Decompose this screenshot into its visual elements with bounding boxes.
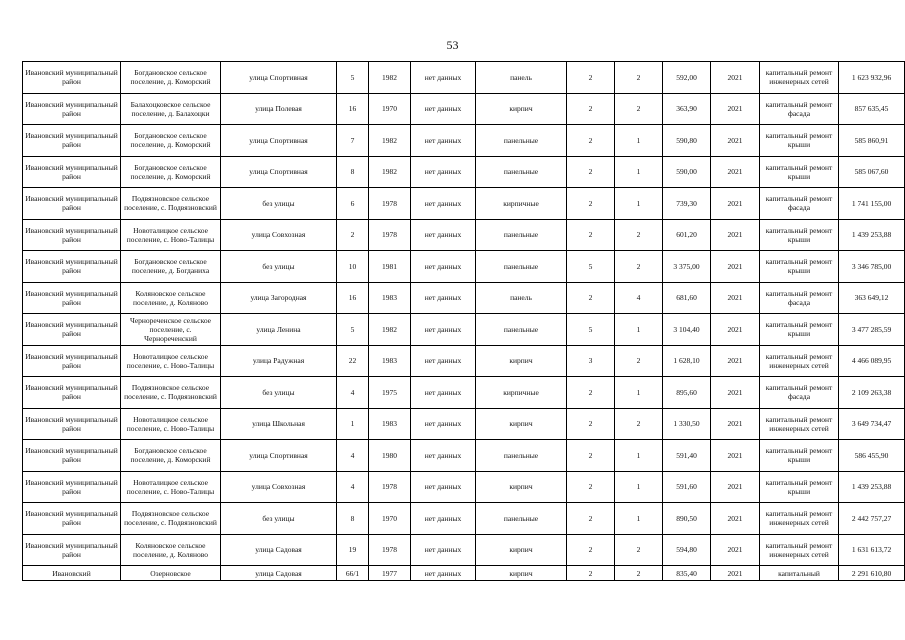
floors-cell: 2 [567, 566, 615, 581]
street-cell: улица Садовая [221, 534, 337, 566]
area-cell: 363,90 [663, 93, 711, 125]
repair-type-cell: капитальный ремонт инженерных сетей [760, 503, 839, 535]
district-cell: Ивановский муниципальный район [23, 345, 121, 377]
settlement-cell: Богдановское сельское поселение, д. Коморский [121, 125, 221, 157]
repair-type-cell: капитальный ремонт инженерных сетей [760, 345, 839, 377]
district-cell: Ивановский муниципальный район [23, 62, 121, 94]
table-row [23, 282, 905, 314]
house-number-cell: 22 [337, 345, 369, 377]
district-cell: Ивановский муниципальный район [23, 440, 121, 472]
repair-type-cell: капитальный ремонт крыши [760, 314, 839, 346]
table-row [23, 125, 905, 157]
material-cell: кирпич [476, 534, 567, 566]
floors-cell: 2 [567, 156, 615, 188]
settlement-cell: Коляновское сельское поселение, д. Коляново [121, 534, 221, 566]
house-number-cell: 8 [337, 503, 369, 535]
street-cell: улица Спортивная [221, 156, 337, 188]
street-cell: без улицы [221, 377, 337, 409]
settlement-cell: Богдановское сельское поселение, д. Коморский [121, 156, 221, 188]
status-cell: нет данных [411, 534, 476, 566]
table-row [23, 251, 905, 283]
street-cell: без улицы [221, 251, 337, 283]
settlement-cell: Богдановское сельское поселение, д. Богданиха [121, 251, 221, 283]
status-cell: нет данных [411, 377, 476, 409]
table-row [23, 566, 905, 581]
entrances-cell: 2 [615, 62, 663, 94]
area-cell: 3 104,40 [663, 314, 711, 346]
settlement-cell: Коляновское сельское поселение, д. Коляново [121, 282, 221, 314]
status-cell: нет данных [411, 62, 476, 94]
house-number-cell: 2 [337, 219, 369, 251]
plan-year-cell: 2021 [711, 125, 760, 157]
district-cell: Ивановский муниципальный район [23, 156, 121, 188]
area-cell: 590,80 [663, 125, 711, 157]
plan-year-cell: 2021 [711, 566, 760, 581]
year-cell: 1983 [369, 345, 411, 377]
house-number-cell: 1 [337, 408, 369, 440]
street-cell: улица Ленина [221, 314, 337, 346]
plan-year-cell: 2021 [711, 408, 760, 440]
settlement-cell: Подвязновское сельское поселение, с. Подвязновский [121, 188, 221, 220]
entrances-cell: 2 [615, 219, 663, 251]
entrances-cell: 2 [615, 408, 663, 440]
repair-type-cell: капитальный ремонт инженерных сетей [760, 534, 839, 566]
table-row [23, 408, 905, 440]
district-cell: Ивановский муниципальный район [23, 93, 121, 125]
status-cell: нет данных [411, 314, 476, 346]
floors-cell: 2 [567, 188, 615, 220]
entrances-cell: 1 [615, 188, 663, 220]
cost-cell: 857 635,45 [839, 93, 905, 125]
house-number-cell: 16 [337, 282, 369, 314]
area-cell: 591,60 [663, 471, 711, 503]
year-cell: 1981 [369, 251, 411, 283]
house-number-cell: 10 [337, 251, 369, 283]
material-cell: кирпичные [476, 188, 567, 220]
area-cell: 601,20 [663, 219, 711, 251]
status-cell: нет данных [411, 282, 476, 314]
table-row [23, 503, 905, 535]
year-cell: 1982 [369, 125, 411, 157]
plan-year-cell: 2021 [711, 534, 760, 566]
cost-cell: 2 109 263,38 [839, 377, 905, 409]
district-cell: Ивановский муниципальный район [23, 125, 121, 157]
repair-type-cell: капитальный ремонт крыши [760, 471, 839, 503]
repair-type-cell: капитальный [760, 566, 839, 581]
cost-cell: 3 477 285,59 [839, 314, 905, 346]
plan-year-cell: 2021 [711, 314, 760, 346]
district-cell: Ивановский муниципальный район [23, 219, 121, 251]
repair-type-cell: капитальный ремонт инженерных сетей [760, 408, 839, 440]
repair-type-cell: капитальный ремонт крыши [760, 251, 839, 283]
table-row [23, 534, 905, 566]
material-cell: кирпичные [476, 377, 567, 409]
status-cell: нет данных [411, 156, 476, 188]
house-number-cell: 8 [337, 156, 369, 188]
entrances-cell: 2 [615, 345, 663, 377]
table-row [23, 188, 905, 220]
cost-cell: 585 067,60 [839, 156, 905, 188]
year-cell: 1982 [369, 156, 411, 188]
district-cell: Ивановский муниципальный район [23, 534, 121, 566]
table-row [23, 62, 905, 94]
plan-year-cell: 2021 [711, 251, 760, 283]
year-cell: 1982 [369, 62, 411, 94]
repair-type-cell: капитальный ремонт инженерных сетей [760, 62, 839, 94]
street-cell: улица Спортивная [221, 125, 337, 157]
material-cell: кирпич [476, 471, 567, 503]
table-row [23, 471, 905, 503]
entrances-cell: 2 [615, 251, 663, 283]
settlement-cell: Подвязновское сельское поселение, с. Подвязновский [121, 377, 221, 409]
house-number-cell: 4 [337, 471, 369, 503]
repair-type-cell: капитальный ремонт фасада [760, 377, 839, 409]
area-cell: 681,60 [663, 282, 711, 314]
material-cell: кирпич [476, 345, 567, 377]
house-number-cell: 4 [337, 440, 369, 472]
area-cell: 3 375,00 [663, 251, 711, 283]
district-cell: Ивановский [23, 566, 121, 581]
district-cell: Ивановский муниципальный район [23, 188, 121, 220]
area-cell: 590,00 [663, 156, 711, 188]
material-cell: панельные [476, 440, 567, 472]
house-number-cell: 4 [337, 377, 369, 409]
plan-year-cell: 2021 [711, 471, 760, 503]
area-cell: 739,30 [663, 188, 711, 220]
cost-cell: 1 439 253,88 [839, 219, 905, 251]
plan-year-cell: 2021 [711, 282, 760, 314]
entrances-cell: 1 [615, 125, 663, 157]
entrances-cell: 2 [615, 534, 663, 566]
settlement-cell: Новоталицкое сельское поселение, с. Ново-Талицы [121, 408, 221, 440]
district-cell: Ивановский муниципальный район [23, 251, 121, 283]
entrances-cell: 1 [615, 440, 663, 472]
settlement-cell: Озерновское [121, 566, 221, 581]
repair-type-cell: капитальный ремонт фасада [760, 188, 839, 220]
settlement-cell: Новоталицкое сельское поселение, с. Ново-Талицы [121, 471, 221, 503]
floors-cell: 2 [567, 503, 615, 535]
entrances-cell: 2 [615, 93, 663, 125]
street-cell: улица Полевая [221, 93, 337, 125]
street-cell: без улицы [221, 503, 337, 535]
floors-cell: 2 [567, 93, 615, 125]
material-cell: кирпич [476, 93, 567, 125]
street-cell: улица Загородная [221, 282, 337, 314]
floors-cell: 5 [567, 251, 615, 283]
plan-year-cell: 2021 [711, 93, 760, 125]
area-cell: 594,80 [663, 534, 711, 566]
repair-type-cell: капитальный ремонт крыши [760, 156, 839, 188]
house-number-cell: 16 [337, 93, 369, 125]
material-cell: панельные [476, 125, 567, 157]
area-cell: 890,50 [663, 503, 711, 535]
cost-cell: 3 649 734,47 [839, 408, 905, 440]
house-number-cell: 7 [337, 125, 369, 157]
cost-cell: 3 346 785,00 [839, 251, 905, 283]
year-cell: 1980 [369, 440, 411, 472]
year-cell: 1977 [369, 566, 411, 581]
year-cell: 1978 [369, 534, 411, 566]
year-cell: 1983 [369, 282, 411, 314]
cost-cell: 363 649,12 [839, 282, 905, 314]
street-cell: улица Школьная [221, 408, 337, 440]
house-number-cell: 5 [337, 62, 369, 94]
settlement-cell: Новоталицкое сельское поселение, с. Ново-Талицы [121, 345, 221, 377]
status-cell: нет данных [411, 93, 476, 125]
year-cell: 1975 [369, 377, 411, 409]
table-row [23, 377, 905, 409]
entrances-cell: 4 [615, 282, 663, 314]
street-cell: без улицы [221, 188, 337, 220]
street-cell: улица Спортивная [221, 62, 337, 94]
cost-cell: 585 860,91 [839, 125, 905, 157]
plan-year-cell: 2021 [711, 219, 760, 251]
plan-year-cell: 2021 [711, 377, 760, 409]
year-cell: 1982 [369, 314, 411, 346]
table-row [23, 93, 905, 125]
street-cell: улица Совхозная [221, 219, 337, 251]
entrances-cell: 2 [615, 566, 663, 581]
house-number-cell: 6 [337, 188, 369, 220]
table-row [23, 156, 905, 188]
cost-cell: 2 442 757,27 [839, 503, 905, 535]
entrances-cell: 1 [615, 503, 663, 535]
year-cell: 1978 [369, 471, 411, 503]
material-cell: панель [476, 282, 567, 314]
status-cell: нет данных [411, 471, 476, 503]
repair-type-cell: капитальный ремонт фасада [760, 93, 839, 125]
repair-type-cell: капитальный ремонт фасада [760, 282, 839, 314]
year-cell: 1970 [369, 503, 411, 535]
floors-cell: 2 [567, 440, 615, 472]
status-cell: нет данных [411, 251, 476, 283]
street-cell: улица Совхозная [221, 471, 337, 503]
material-cell: панель [476, 62, 567, 94]
material-cell: панельные [476, 314, 567, 346]
cost-cell: 586 455,90 [839, 440, 905, 472]
floors-cell: 2 [567, 377, 615, 409]
district-cell: Ивановский муниципальный район [23, 471, 121, 503]
repair-type-cell: капитальный ремонт крыши [760, 219, 839, 251]
year-cell: 1970 [369, 93, 411, 125]
plan-year-cell: 2021 [711, 503, 760, 535]
entrances-cell: 1 [615, 156, 663, 188]
settlement-cell: Подвязновское сельское поселение, с. Подвязновский [121, 503, 221, 535]
house-number-cell: 5 [337, 314, 369, 346]
cost-cell: 1 631 613,72 [839, 534, 905, 566]
street-cell: улица Садовая [221, 566, 337, 581]
material-cell: панельные [476, 156, 567, 188]
status-cell: нет данных [411, 219, 476, 251]
plan-year-cell: 2021 [711, 440, 760, 472]
settlement-cell: Балахоцковское сельское поселение, д. Балахоцки [121, 93, 221, 125]
floors-cell: 2 [567, 282, 615, 314]
status-cell: нет данных [411, 503, 476, 535]
status-cell: нет данных [411, 125, 476, 157]
year-cell: 1978 [369, 219, 411, 251]
floors-cell: 2 [567, 471, 615, 503]
year-cell: 1983 [369, 408, 411, 440]
status-cell: нет данных [411, 566, 476, 581]
material-cell: панельные [476, 251, 567, 283]
street-cell: улица Радужная [221, 345, 337, 377]
floors-cell: 2 [567, 534, 615, 566]
floors-cell: 5 [567, 314, 615, 346]
house-number-cell: 19 [337, 534, 369, 566]
cost-cell: 1 439 253,88 [839, 471, 905, 503]
entrances-cell: 1 [615, 377, 663, 409]
plan-year-cell: 2021 [711, 156, 760, 188]
floors-cell: 2 [567, 62, 615, 94]
material-cell: панельные [476, 503, 567, 535]
district-cell: Ивановский муниципальный район [23, 408, 121, 440]
floors-cell: 2 [567, 219, 615, 251]
table-row [23, 440, 905, 472]
plan-year-cell: 2021 [711, 62, 760, 94]
entrances-cell: 1 [615, 314, 663, 346]
settlement-cell: Богдановское сельское поселение, д. Коморский [121, 62, 221, 94]
settlement-cell: Чернореченское сельское поселение, с. Чернореченский [121, 314, 221, 346]
page-number: 53 [446, 38, 459, 52]
district-cell: Ивановский муниципальный район [23, 282, 121, 314]
repair-type-cell: капитальный ремонт крыши [760, 440, 839, 472]
floors-cell: 3 [567, 345, 615, 377]
area-cell: 895,60 [663, 377, 711, 409]
plan-year-cell: 2021 [711, 345, 760, 377]
area-cell: 835,40 [663, 566, 711, 581]
settlement-cell: Новоталицкое сельское поселение, с. Ново-Талицы [121, 219, 221, 251]
district-cell: Ивановский муниципальный район [23, 314, 121, 346]
settlement-cell: Богдановское сельское поселение, д. Коморский [121, 440, 221, 472]
status-cell: нет данных [411, 408, 476, 440]
cost-cell: 4 466 089,95 [839, 345, 905, 377]
housing-repair-table [22, 61, 905, 581]
area-cell: 1 330,50 [663, 408, 711, 440]
table-row [23, 314, 905, 346]
material-cell: кирпич [476, 408, 567, 440]
cost-cell: 2 291 610,80 [839, 566, 905, 581]
area-cell: 591,40 [663, 440, 711, 472]
material-cell: кирпич [476, 566, 567, 581]
district-cell: Ивановский муниципальный район [23, 377, 121, 409]
status-cell: нет данных [411, 345, 476, 377]
repair-type-cell: капитальный ремонт крыши [760, 125, 839, 157]
cost-cell: 1 623 932,96 [839, 62, 905, 94]
area-cell: 1 628,10 [663, 345, 711, 377]
area-cell: 592,00 [663, 62, 711, 94]
table-row [23, 345, 905, 377]
cost-cell: 1 741 155,00 [839, 188, 905, 220]
house-number-cell: 66/1 [337, 566, 369, 581]
status-cell: нет данных [411, 440, 476, 472]
floors-cell: 2 [567, 408, 615, 440]
entrances-cell: 1 [615, 471, 663, 503]
street-cell: улица Спортивная [221, 440, 337, 472]
table-row [23, 219, 905, 251]
floors-cell: 2 [567, 125, 615, 157]
material-cell: панельные [476, 219, 567, 251]
district-cell: Ивановский муниципальный район [23, 503, 121, 535]
plan-year-cell: 2021 [711, 188, 760, 220]
year-cell: 1978 [369, 188, 411, 220]
status-cell: нет данных [411, 188, 476, 220]
